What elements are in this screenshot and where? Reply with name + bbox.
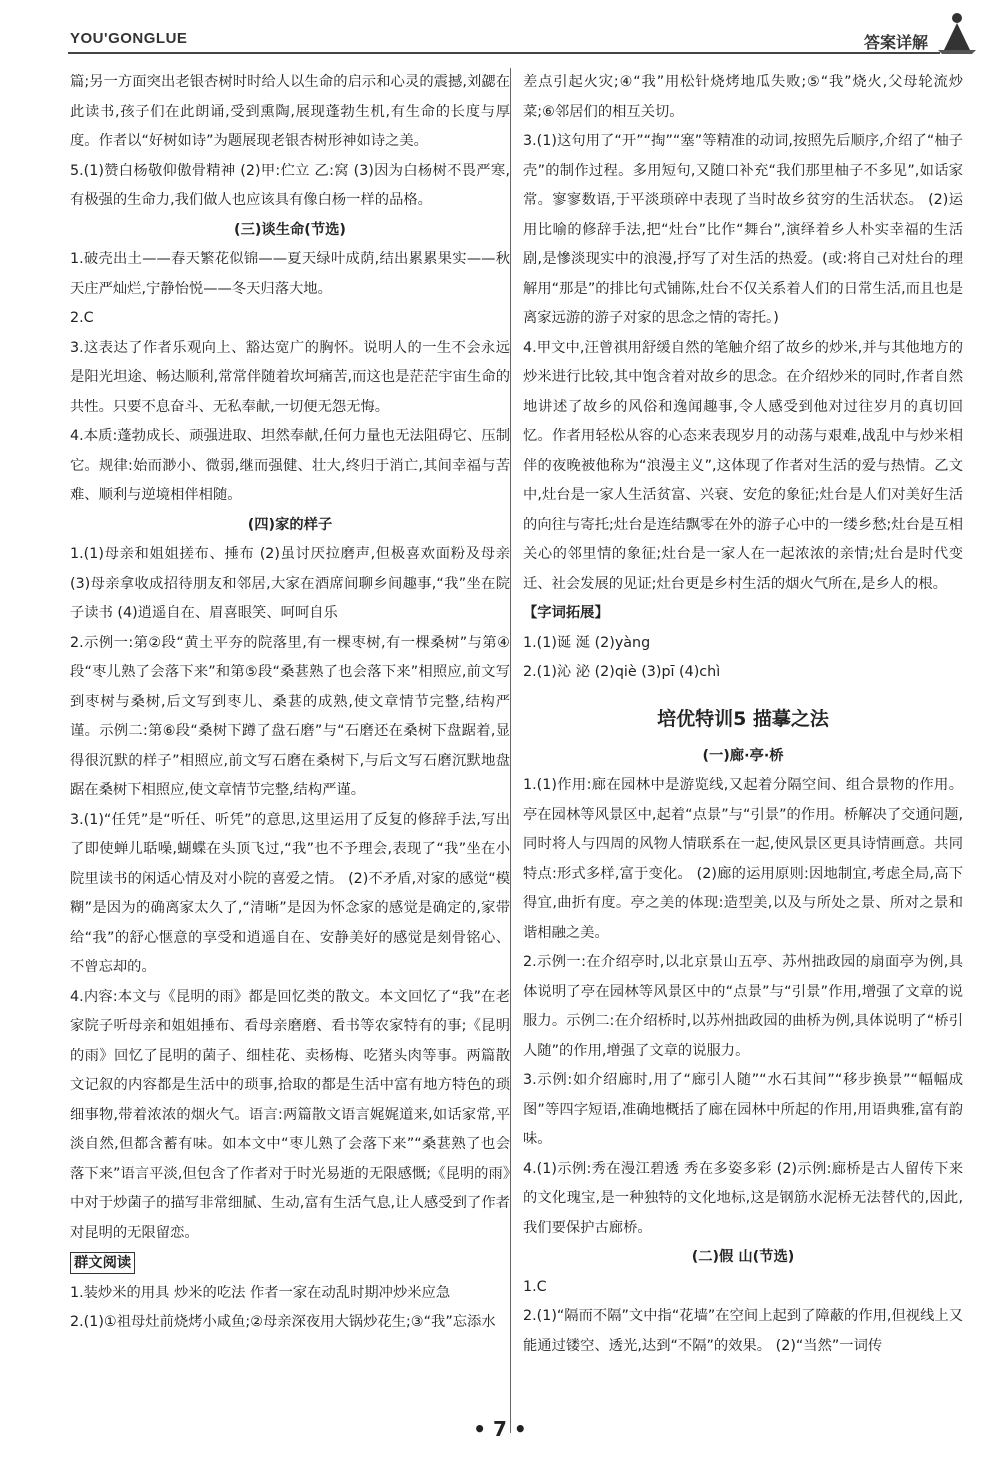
answer-item: 2.示例一:在介绍亭时,以北京景山五亭、苏州拙政园的扇面亭为例,具体说明了亭在园林等风景区中的“点景”与“引景”作用,增强了文章的说服力。示例二:在介绍桥时,以苏州拙政园的曲桥为例,具体说明了“桥引人随”的作用,增强了文章的说服力。: [523, 954, 963, 1059]
answer-item: 2.(1)①祖母灶前烧烤小咸鱼;②母亲深夜用大锅炒花生;③“我”忘添水: [70, 1314, 496, 1330]
answer-item: 1.(1)作用:廊在园林中是游览线,又起着分隔空间、组合景物的作用。亭在园林等风景区中,起着“点景”与“引景”的作用。桥解决了交通问题,同时将人与四周的风物人情联系在一起,使风景区更具诗情画意。共同特点:形式多样,富于变化。 (2)廊的运用原则:因地制宜,考虑全局,高下得宜,曲折有度。亭之美的体现:造型美,以及与所处之景、所对之景和谐相融之美。: [523, 777, 963, 941]
answer-item: 1.(1)母亲和姐姐搓布、捶布 (2)虽讨厌拉磨声,但极喜欢面粉及母亲 (3)母亲拿收成招待朋友和邻居,大家在酒席间聊乡间趣事,“我”坐在院子读书 (4)逍遥自在、眉喜眼笑、呵呵自乐: [70, 546, 510, 621]
unit-title: 培优特训5 描摹之法: [657, 707, 829, 730]
section-heading: (二)假 山(节选): [691, 1249, 795, 1265]
answer-item: 3.示例:如介绍廊时,用了“廊引人随”“水石其间”“移步换景”“幅幅成图”等四字短语,准确地概括了廊在园林中所起的作用,用语典雅,富有韵味。: [523, 1072, 963, 1147]
answer-item: 1.破壳出土——春天繁花似锦——夏天绿叶成荫,结出累累果实——秋天庄严灿烂,宁静怡悦——冬天归落大地。: [70, 251, 510, 297]
answer-item: 2.(1)沁 泌 (2)qiè (3)pī (4)chì: [523, 664, 721, 680]
answer-item: 3.(1)“任凭”是“听任、听凭”的意思,这里运用了反复的修辞手法,写出了即使蝉儿聒噪,蝴蝶在头顶飞过,“我”也不予理会,表现了“我”坐在小院里读书的闲适心情及对小院的喜爱之情。 (2)不矛盾,对家的感觉“模糊”是因为的确离家太久了,“清晰”是因为怀念家的感觉是确定的,家带给“我”的舒心惬意的享受和逍遥自在、安静美好的感觉是刻骨铭心、不曾忘却的。: [70, 811, 510, 975]
answer-item: 4.本质:蓬勃成长、顽强进取、坦然奉献,任何力量也无法阻碍它、压制它。规律:始而渺小、微弱,继而强健、壮大,终归于消亡,其间幸福与苦难、顺利与逆境相伴相随。: [70, 428, 510, 503]
answer-paragraph: 篇;另一方面突出老银杏树时时给人以生命的启示和心灵的震撼,刘勰在此读书,孩子们在此朗诵,受到熏陶,展现蓬勃生机,有生命的长度与厚度。作者以“好树如诗”为题展现老银杏树形神如诗之美。: [70, 74, 510, 149]
answer-item: 3.(1)这句用了“开”“掏”“塞”等精准的动词,按照先后顺序,介绍了“柚子壳”的制作过程。多用短句,又随口补充“我们那里柚子不多见”,如话家常。寥寥数语,于平淡琐碎中表现了当时故乡贫穷的生活状态。 (2)运用比喻的修辞手法,把“灶台”比作“舞台”,演绎着乡人朴实幸福的生活剧,是慘淡现实中的浪漫,抒写了对生活的热爱。(或:将自己对灶台的理解用“那是”的排比句式铺陈,灶台不仅关系着人们的日常生活,而且也是离家远游的游子对家的思念之情的寄托。): [523, 133, 963, 326]
header-title: 答案详解: [863, 33, 928, 52]
answer-item: 2.(1)“隔而不隔”文中指“花墙”在空间上起到了障蔽的作用,但视线上又能通过镂空、透光,达到“不隔”的效果。 (2)“当然”一词传: [523, 1308, 963, 1354]
mascot-icon: [936, 10, 978, 56]
page-number: • 7 •: [473, 1417, 527, 1441]
section-heading: (一)廊·亭·桥: [702, 747, 784, 764]
answer-item: 5.(1)赞白杨敬仰傲骨精神 (2)甲:伫立 乙:窝 (3)因为白杨树不畏严寒,有极强的生命力,我们做人也应该具有像白杨一样的品格。: [70, 162, 510, 208]
answer-item: 1.装炒米的用具 炒米的吃法 作者一家在动乱时期冲炒米应急: [70, 1284, 451, 1301]
brand-name: YOU'GONGLUE: [70, 30, 188, 47]
answer-item: 4.(1)示例:秀在漫江碧透 秀在多姿多彩 (2)示例:廊桥是古人留传下来的文化瑰宝,是一种独特的文化地标,这是钢筋水泥桥无法替代的,因此,我们要保护古廊桥。: [523, 1160, 963, 1236]
page-header: [0, 0, 1000, 60]
answer-item: 4.甲文中,汪曾祺用舒缓自然的笔触介绍了故乡的炒米,并与其他地方的炒米进行比较,其中饱含着对故乡的思念。在介绍炒米的同时,作者自然地讲述了故乡的风俗和逸闻趣事,令人感受到他对过往岁月的真切回忆。作者用轻松从容的心态来表现岁月的动荡与艰难,战乱中与炒米相伴的夜晚被他称为“浪漫主义”,这体现了作者对生活的爱与热情。乙文中,灶台是一家人生活贫富、兴衰、安危的象征;灶台是人们对美好生活的向往与寄托;灶台是连结飘零在外的游子心中的一缕乡愁;灶台是互相关心的邻里情的象征;灶台是一家人在一起浓浓的亲情;灶台是时代变迁、社会发展的见证;灶台更是乡村生活的烟火气所在,是乡人的根。: [523, 339, 963, 592]
column-divider: [510, 68, 511, 1433]
answer-item: 2.示例一:第②段“黄土平夯的院落里,有一棵枣树,有一棵桑树”与第④段“枣儿熟了会落下来”和第⑤段“桑葚熟了也会落下来”相照应,前文写到枣树与桑树,后文写到枣儿、桑葚的成熟,使文章情节完整,结构严谨。示例二:第⑥段“桑树下蹲了盘石磨”与“石磨还在桑树下盘踞着,显得很沉默的样子”相照应,前文写石磨在桑树下,与后文写石磨沉默地盘踞在桑树下相照应,使文章情节完整,结构严谨。: [70, 634, 510, 798]
group-reading-label: 群文阅读: [70, 1252, 135, 1274]
answer-item: 1.C: [523, 1278, 547, 1295]
right-column: [523, 68, 963, 1361]
left-column: [70, 68, 510, 1338]
answer-item: 4.内容:本文与《昆明的雨》都是回忆类的散文。本文回忆了“我”在老家院子听母亲和姐姐捶布、看母亲磨磨、看书等农家特有的事;《昆明的雨》回忆了昆明的菌子、细桂花、卖杨梅、吃猪头肉等事。两篇散文记叙的内容都是生活中的琐事,拾取的都是生活中富有地方特色的琐细事物,带着浓浓的烟火气。语言:两篇散文语言娓娓道来,如话家常,平淡自然,但都含蓄有味。如本文中“枣儿熟了会落下来”“桑葚熟了也会落下来”语言平淡,但包含了作者对于时光易逝的无限感慨;《昆明的雨》中对于炒菌子的描写非常细腻、生动,富有生活气息,让人感受到了作者对昆明的无限留恋。: [70, 988, 510, 1241]
section-heading: (四)家的样子: [247, 516, 333, 533]
section-heading: (三)谈生命(节选): [234, 221, 346, 238]
answer-paragraph: 差点引起火灾;④“我”用松针烧烤地瓜失败;⑤“我”烧火,父母轮流炒菜;⑥邻居们的相互关切。: [523, 74, 963, 120]
answer-item: 1.(1)诞 涎 (2)yàng: [523, 634, 651, 651]
answer-item: 2.C: [70, 310, 94, 326]
word-extension-label: 【字词拓展】: [523, 605, 609, 621]
header-rule: [68, 52, 940, 54]
answer-item: 3.这表达了作者乐观向上、豁达宽广的胸怀。说明人的一生不会永远是阳光坦途、畅达顺利,常常伴随着坎坷痛苦,而这也是茫茫宇宙生命的共性。只要不息奋斗、无私奉献,一切便无怨无悔。: [70, 339, 510, 415]
